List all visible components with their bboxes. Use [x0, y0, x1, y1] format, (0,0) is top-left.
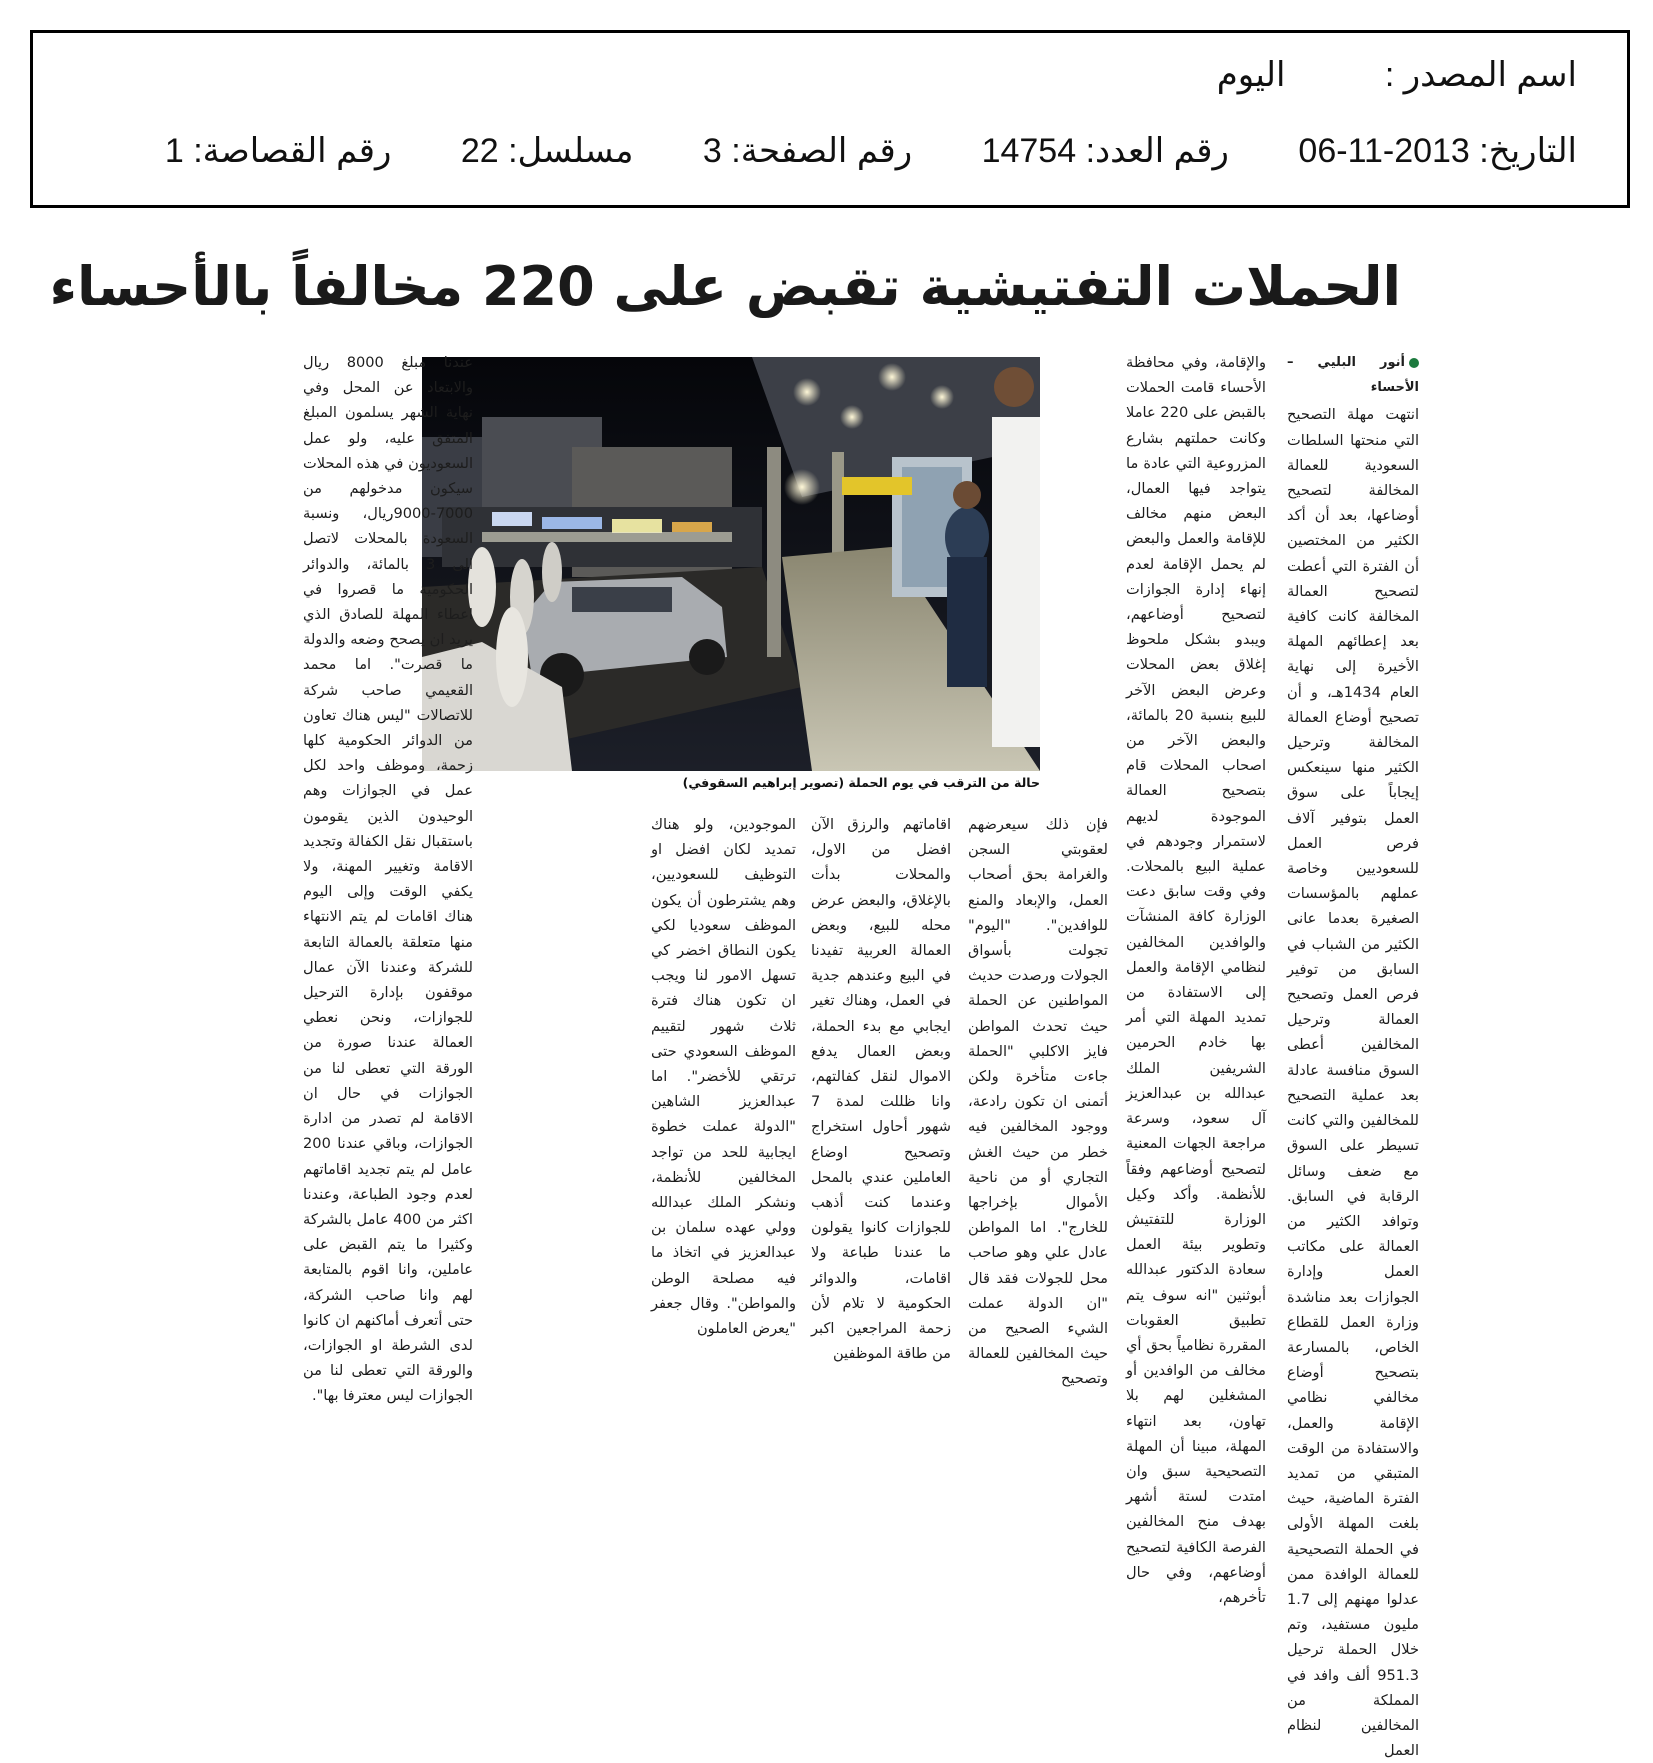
article-column-1: [1287, 350, 1419, 1760]
issue-field: [982, 131, 1229, 171]
article-column-6: [303, 350, 474, 1405]
column-3-text: فإن ذلك سيعرضهم لعقوبتي السجن والغرامة بحق أصحاب العمل، والإبعاد والمنع للوافدين". "اليوم" تجولت بأسواق الجولات ورصدت حديث المواطنين عن الحملة حيث تحدث المواطن فايز الاكلبي "الحملة جاءت متأخرة ولكن أتمنى ان تكون رادعة، ووجود المخالفين فيه خطر من حيث الغش التجاري أو من ناحية الأموال بإخراجها للخارج". اما المواطن عادل علي وهو صاحب محل للجولات فقد قال "ان الدولة عملت الشيء الصحيح من حيث المخالفين للعمالة وتصحيح: [968, 816, 1108, 1388]
page-label: رقم الصفحة:: [731, 132, 913, 170]
photo-caption: حالة من الترقب في يوم الحملة (تصوير إبراهيم السقوفي): [682, 775, 1040, 790]
article-headline: الحملات التفتيشية تقبض على 220 مخالفاً بالأحساء: [49, 255, 1401, 318]
page-value: 3: [702, 132, 722, 170]
serial-value: 22: [460, 132, 499, 170]
clip-label: رقم القصاصة:: [193, 132, 392, 170]
bullet-dot-icon: [1409, 358, 1419, 368]
article-column-2: [1126, 350, 1267, 1606]
serial-field: [461, 131, 634, 171]
source-row: [1217, 55, 1577, 95]
article-column-4: [811, 812, 951, 1363]
clip-field: [165, 131, 392, 171]
issue-value: 14754: [981, 132, 1077, 170]
street-photo: [422, 357, 1040, 771]
clip-value: 1: [164, 132, 184, 170]
byline: [1287, 350, 1419, 400]
date-label: التاريخ:: [1479, 132, 1577, 170]
serial-label: مسلسل:: [508, 132, 634, 170]
column-5-text: الموجودين، ولو هناك تمديد لكان افضل او التوظيف للسعوديين، وهم يشترطون أن يكون الموظف سعوديا لكي يكون النطاق اخضر كي تسهل الامور لنا ويجب ان تكون هناك فترة ثلاث شهور لتقييم الموظف السعودي حتى ترتقي للأخضر". اما عبدالعزيز الشاهين "الدولة عملت خطوة ايجابية للحد من تواجد المخالفين للأنظمة، ونشكر الملك عبدالله وولي عهده سلمان بن عبدالعزيز في اتخاذ ما فيه مصلحة الوطن والمواطن". وقال جعفر "يعرض العاملون: [651, 816, 796, 1338]
date-field: [1298, 131, 1577, 171]
article-column-3: [968, 812, 1108, 1388]
source-info-box: [30, 30, 1630, 208]
date-value: 2013-11-06: [1298, 132, 1470, 170]
column-4-text: اقاماتهم والرزق الآن افضل من الاول، والمحلات بدأت بالإغلاق، والبعض عرض محله للبيع، وبعض العمالة العربية تفيدنا في البيع وعندهم جدية في العمل، وهناك تغير ايجابي مع بدء الحملة، وبعض العمال يدفع الاموال لنقل كفالتهم، وانا ظللت لمدة 7 شهور أحاول استخراج وتصحيح اوضاع العاملين عندي بالمحل وعندما كنت أذهب للجوازات كانوا يقولون ما عندنا طباعة ولا اقامات، والدوائر الحكومية لا تلام لأن زحمة المراجعين اكبر من طاقة الموظفين: [811, 816, 951, 1363]
byline-text: أنور البليي – الأحساء: [1287, 355, 1419, 396]
article-column-5: [651, 812, 796, 1338]
night-market-street-image: [422, 357, 1040, 771]
page-field: [703, 131, 912, 171]
source-value: اليوم: [1216, 56, 1286, 94]
source-label: اسم المصدر :: [1384, 56, 1577, 94]
column-2-text: والإقامة، وفي محافظة الأحساء قامت الحملات بالقبض على 220 عاملا وكانت حملتهم بشارع المزروعية التي عادة ما يتواجد فيها العمال، البعض منهم مخالف للإقامة والعمل والبعض لم يحمل الإقامة لعدم إنهاء إدارة الجوازات لتصحيح أوضاعهم، ويبدو بشكل ملحوظ إغلاق بعض المحلات وعرض البعض الآخر للبيع بنسبة 20 بالمائة، والبعض الآخر من اصحاب المحلات قام بتصحيح العمالة الموجودة لديهم لاستمرار وجودهم في عملية البيع بالمحلات. وفي وقت سابق دعت الوزارة كافة المنشآت والوافدين المخالفين لنظامي الإقامة والعمل إلى الاستفادة من تمديد المهلة التي أمر بها خادم الحرمين الشريفين الملك عبدالله بن عبدالعزيز آل سعود، وسرعة مراجعة الجهات المعنية لتصحيح أوضاعهم وفقاً للأنظمة. وأكد وكيل الوزارة للتفتيش وتطوير بيئة العمل سعادة الدكتور عبدالله أبوثنين "انه سوف يتم تطبيق العقوبات المقررة نظامياً بحق أي مخالف من الوافدين أو المشغلين لهم بلا تهاون، بعد انتهاء المهلة، مبينا أن المهلة التصحيحية سبق وان امتدت لستة أشهر بهدف منح المخالفين الفرصة الكافية لتصحيح أوضاعهم، وفي حال تأخرهم،: [1126, 354, 1267, 1606]
column-1-text: انتهت مهلة التصحيح التي منحتها السلطات السعودية للعمالة المخالفة لتصحيح أوضاعها، بعد أن أكد الكثير من المختصين أن الفترة التي أعطت لتصحيح العمالة المخالفة كانت كافية بعد إعطائهم المهلة الأخيرة إلى نهاية العام 1434هـ، و أن تصحيح أوضاع العمالة المخالفة وترحيل الكثير منها سينعكس إيجاباً على سوق العمل بتوفير آلاف فرص العمل للسعوديين وخاصة عملهم بالمؤسسات الصغيرة بعدما عانى الكثير من الشباب في السابق من توفير فرص العمل وتصحيح العمالة وترحيل المخالفين أعطى السوق منافسة عادلة بعد عملية التصحيح للمخالفين والتي كانت تسيطر على السوق مع ضعف وسائل الرقابة في السابق. وتوافد الكثير من العمالة على مكاتب العمل وإدارة الجوازات بعد مناشدة وزارة العمل للقطاع الخاص، بالمسارعة بتصحيح أوضاع مخالفي نظامي الإقامة والعمل، والاستفادة من الوقت المتبقي من تمديد الفترة الماضية، حيث بلغت المهلة الأولى في الحملة التصحيحية للعمالة الوافدة ممن عدلوا مهنهم إلى 1.7 مليون مستفيد، وتم خلال الحملة ترحيل 951.3 ألف وافد في المملكة من المخالفين لنظام العمل: [1287, 406, 1419, 1760]
column-6-text: عندنا مبلغ 8000 ريال والابتعاد عن المحل وفي نهاية الشهر يسلمون المبلغ المتفق عليه، ولو عمل السعوديون في هذه المحلات سيكون مدخولهم من 7000-9000ريال، ونسبة السعودة بالمحلات لاتصل الى 3 بالمائة، والدوائر الحكومية ما قصروا في اعطاء المهلة للصادق الذي يريد ان يصحح وضعه والدولة ما قصرت". اما محمد القعيمي صاحب شركة للاتصالات "ليس هناك تعاون من الدوائر الحكومية كلها زحمة، وموظف واحد لكل عمل في الجوازات وهم الوحيدون الذين يقومون باستقبال نقل الكفالة وتجديد الاقامة وتغيير المهنة، ولا يكفي الوقت وإلى اليوم هناك اقامات لم يتم الانتهاء منها متعلقة بالعمالة التابعة للشركة وعندنا الآن عمال موقفون بإدارة الترحيل للجوازات، ونحن نعطي العمالة عندنا صورة من الورقة التي تعطى لنا من الجوازات في حال ان الاقامة لم تصدر من ادارة الجوازات، وباقي عندنا 200 عامل لم يتم تجديد اقاماتهم لعدم وجود الطباعة، وعندنا اكثر من 400 عامل بالشركة وكثيرا ما يتم القبض على عاملين، وانا اقوم بالمتابعة لهم وانا صاحب الشركة، حتى أتعرف أماكنهم ان كانوا لدى الشرطة او الجوازات، والورقة التي تعطى لنا من الجوازات ليس معترفا بها".: [303, 354, 474, 1405]
meta-row: [105, 131, 1577, 171]
issue-label: رقم العدد:: [1085, 132, 1229, 170]
